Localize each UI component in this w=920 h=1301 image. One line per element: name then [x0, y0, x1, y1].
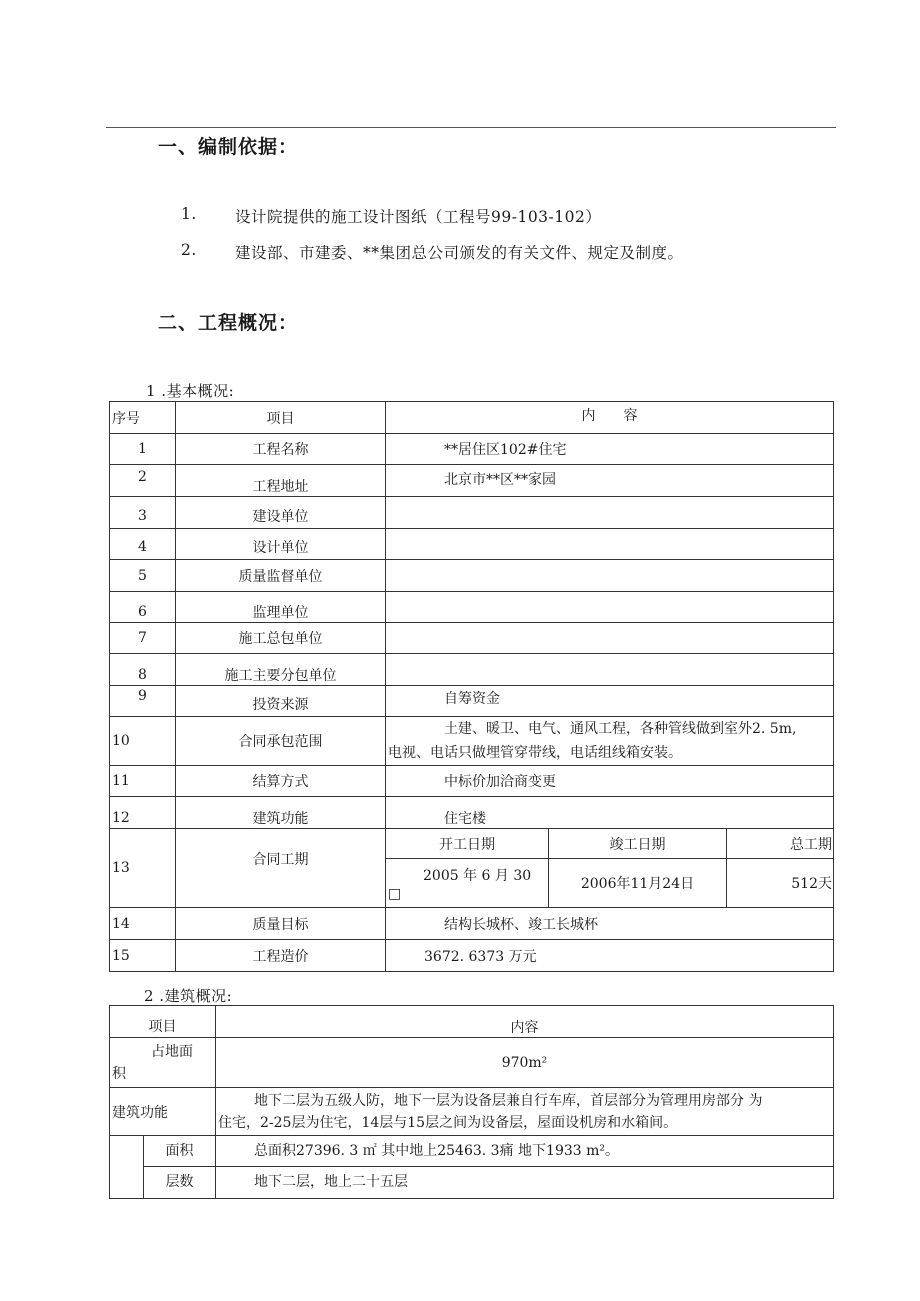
top-rule: [106, 127, 836, 128]
row-item: 工程名称: [176, 434, 386, 465]
end-date-value: 2006年11月24日: [549, 859, 727, 908]
row-seq: 14: [110, 908, 176, 940]
header-item: 项目: [110, 1006, 216, 1038]
row-seq: 11: [110, 766, 176, 797]
basic-heading: 1 .基本概况:: [146, 382, 235, 400]
function-label: 建筑功能: [110, 1088, 216, 1136]
row-item: 设计单位: [176, 529, 386, 560]
cengshu-label: 层数: [144, 1167, 216, 1199]
table-row: [110, 717, 834, 766]
row-item: 建筑功能: [176, 797, 386, 829]
list-item-num: 2.: [181, 241, 197, 259]
row-seq: 10: [110, 717, 176, 766]
basic-info-table: [109, 401, 834, 972]
table-row: [110, 1167, 834, 1199]
row-seq: 7: [110, 623, 176, 654]
table-row: [110, 623, 834, 654]
row-item: 投资来源: [176, 686, 386, 717]
row-value: 住宅楼: [386, 797, 834, 829]
row-item: 工程地址: [176, 465, 386, 497]
area-label: [110, 1038, 216, 1088]
row-value: 自筹资金: [386, 686, 834, 717]
table-row: [110, 766, 834, 797]
row-seq: 4: [110, 529, 176, 560]
table-row: [110, 829, 834, 859]
table-row: [110, 1136, 834, 1167]
header-item: 项目: [176, 402, 386, 434]
table-row: [110, 686, 834, 717]
row-item: 施工总包单位: [176, 623, 386, 654]
row-seq: 9: [110, 686, 176, 717]
function-line: 地下二层为五级人防，地下一层为设备层兼自行车库，首层部分为管理用房部分 为: [254, 1092, 763, 1109]
table-row: [110, 560, 834, 592]
row-seq: 8: [110, 654, 176, 686]
table-row: [110, 465, 834, 497]
table-row: [110, 1038, 834, 1088]
row-item: 工程造价: [176, 940, 386, 972]
table-row: [110, 654, 834, 686]
section2-title: 二、工程概况：: [158, 312, 299, 334]
table-row: [110, 1088, 834, 1136]
building-info-table: [109, 1005, 834, 1199]
row-seq: 12: [110, 797, 176, 829]
area-value: 970m²: [216, 1038, 834, 1088]
list-item-text: 建设部、市建委、**集团总公司颁发的有关文件、规定及制度。: [235, 244, 684, 262]
row-value-line: 电视、电话只做埋管穿带线，电话组线箱安装。: [388, 745, 682, 761]
start-date-text: 2005 年 6 月 30: [423, 868, 532, 884]
section1-title: 一、编制依据：: [158, 136, 299, 158]
table-row: [110, 908, 834, 940]
row-value: [386, 560, 834, 592]
table-row: [110, 434, 834, 465]
header-content: 内容: [216, 1006, 834, 1038]
row-item: 合同工期: [176, 829, 386, 908]
row-item: 结算方式: [176, 766, 386, 797]
table-row: [110, 529, 834, 560]
mianji-value: 总面积27396. 3 ㎡ 其中地上25463. 3痛 地下1933 m²。: [216, 1136, 834, 1167]
end-date-label: 竣工日期: [549, 829, 727, 859]
table-row: [110, 497, 834, 529]
row-value: **居住区102#住宅: [386, 434, 834, 465]
list-item-text: 设计院提供的施工设计图纸（工程号99-103-102）: [235, 208, 602, 226]
row-seq: 2: [110, 465, 176, 497]
row-value: [386, 717, 834, 766]
cengshu-value: 地下二层，地上二十五层: [216, 1167, 834, 1199]
start-date-label: 开工日期: [386, 829, 549, 859]
table-row: [110, 592, 834, 623]
list-item-num: 1.: [181, 205, 197, 223]
row-seq: 15: [110, 940, 176, 972]
table-row: [110, 797, 834, 829]
area-label-line: 积: [112, 1065, 126, 1082]
row-seq: 3: [110, 497, 176, 529]
row-item: 监理单位: [176, 592, 386, 623]
function-value: [216, 1088, 834, 1136]
row-value: [386, 497, 834, 529]
row-seq: 5: [110, 560, 176, 592]
row-seq: 13: [110, 829, 176, 908]
blank-cell: [110, 1136, 144, 1199]
checkbox-mark: □: [388, 886, 402, 902]
row-value-line: 土建、暖卫、电气、通风工程，各种管线做到室外2. 5m,: [444, 721, 797, 737]
row-value: [386, 592, 834, 623]
row-seq: 1: [110, 434, 176, 465]
total-period-value: 512天: [727, 859, 834, 908]
row-item: 施工主要分包单位: [176, 654, 386, 686]
total-period-label: 总工期: [727, 829, 834, 859]
row-seq: 6: [110, 592, 176, 623]
row-item: 质量目标: [176, 908, 386, 940]
table-row: [110, 940, 834, 972]
row-value: [386, 529, 834, 560]
row-value: 中标价加洽商变更: [386, 766, 834, 797]
row-item: 建设单位: [176, 497, 386, 529]
row-value: 北京市**区**家园: [386, 465, 834, 497]
row-item: 质量监督单位: [176, 560, 386, 592]
area-label-line: 占地面: [151, 1043, 193, 1060]
building-heading: 2 .建筑概况:: [144, 987, 233, 1005]
row-item: 合同承包范围: [176, 717, 386, 766]
mianji-label: 面积: [144, 1136, 216, 1167]
row-value: [386, 623, 834, 654]
header-content: 内 容: [386, 402, 834, 434]
row-value: 结构长城杯、竣工长城杯: [386, 908, 834, 940]
function-line: 住宅，2-25层为住宅，14层与15层之间为设备层，屋面设机房和水箱间。: [218, 1114, 678, 1131]
start-date-value: [386, 859, 549, 908]
header-seq: 序号: [110, 402, 176, 434]
row-value: [386, 654, 834, 686]
row-value: 3672. 6373 万元: [386, 940, 834, 972]
